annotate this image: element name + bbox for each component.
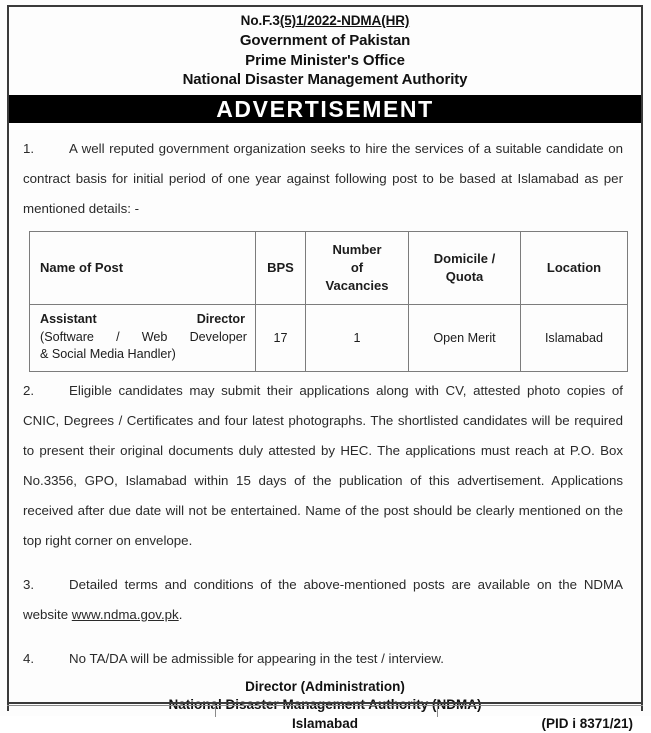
signature-designation: Director (Administration)	[9, 678, 641, 697]
paragraph-3	[9, 556, 641, 630]
ndma-website-link[interactable]: www.ndma.gov.pk	[72, 607, 179, 622]
cell-vacancies: 1	[306, 304, 409, 371]
column-header-domicile-line2: Quota	[446, 269, 484, 284]
column-header-domicile-line1: Domicile /	[434, 251, 495, 266]
letterhead	[9, 7, 641, 92]
post-title	[40, 311, 247, 329]
paragraph-2-number: 2.	[23, 376, 69, 406]
vacancy-table-wrapper	[9, 224, 641, 376]
column-header-vacancies	[306, 231, 409, 304]
post-subtitle-line1: (Software / Web Developer	[40, 329, 247, 347]
column-header-name-of-post: Name of Post	[30, 231, 256, 304]
column-header-vacancies-line2: of	[351, 260, 363, 275]
vacancy-table	[29, 231, 628, 372]
paragraph-4	[9, 630, 641, 674]
cell-domicile: Open Merit	[409, 304, 521, 371]
advertisement-banner	[9, 95, 641, 123]
column-header-location: Location	[521, 231, 628, 304]
vacancy-table-head	[30, 231, 628, 304]
reference-number-prefix: No.F.3	[241, 13, 280, 28]
bottom-partial-divider-2	[437, 706, 438, 717]
reference-number	[9, 11, 641, 31]
post-title-right: Director	[197, 311, 245, 329]
table-header-row	[30, 231, 628, 304]
column-header-vacancies-line1: Number	[332, 242, 381, 257]
signature-city-row	[9, 715, 641, 733]
office-line: Prime Minister's Office	[9, 51, 641, 71]
paragraph-2-text: Eligible candidates may submit their applications along with CV, attested photo copies of CNIC, Degrees / Certificates and four latest photographs. The shortlisted candidates will be required to present their original documents duly attested by HEC. The applications must reach at P.O. Box No.3356, GPO, Islamabad within 15 days of the publication of this advertisement. Applications received after due date will not be entertained. Name of the post should be clearly mentioned on the top right corner on envelope.	[23, 383, 623, 548]
post-subtitle-line2: & Social Media Handler)	[40, 346, 247, 364]
paragraph-3-text-after-link: .	[179, 607, 183, 622]
document-content	[9, 7, 641, 733]
column-header-domicile	[409, 231, 521, 304]
paragraph-3-text-before-link: Detailed terms and conditions of the above-mentioned posts are available on the NDMA website	[23, 577, 623, 622]
table-row	[30, 304, 628, 371]
column-header-bps: BPS	[256, 231, 306, 304]
advertisement-banner-title: ADVERTISEMENT	[216, 96, 434, 122]
pid-number: (PID i 8371/21)	[541, 715, 633, 733]
paragraph-1-text: A well reputed government organization seeks to hire the services of a suitable candidate on contract basis for initial period of one year against following post to be based at Islamabad as per mentioned details: -	[23, 141, 623, 216]
paragraph-2	[9, 376, 641, 556]
paragraph-1-number: 1.	[23, 134, 69, 164]
paragraph-1	[9, 123, 641, 224]
paragraph-3-number: 3.	[23, 570, 69, 600]
paragraph-4-text: No TA/DA will be admissible for appearing in the test / interview.	[69, 651, 444, 666]
reference-number-underlined: (5)1/2022-NDMA(HR)	[280, 13, 409, 28]
signature-city: Islamabad	[9, 715, 641, 733]
vacancy-table-body	[30, 304, 628, 371]
signature-authority: National Disaster Management Authority (NDMA)	[9, 696, 641, 715]
cell-location: Islamabad	[521, 304, 628, 371]
authority-line: National Disaster Management Authority	[9, 70, 641, 90]
cell-post-name	[30, 304, 256, 371]
government-line: Government of Pakistan	[9, 31, 641, 51]
post-title-left: Assistant	[40, 311, 97, 329]
paragraph-4-number: 4.	[23, 644, 69, 674]
bottom-partial-row	[7, 705, 643, 716]
column-header-vacancies-line3: Vacancies	[326, 278, 389, 293]
bottom-divider	[7, 702, 643, 704]
bottom-partial-divider-1	[215, 706, 216, 717]
cell-bps: 17	[256, 304, 306, 371]
